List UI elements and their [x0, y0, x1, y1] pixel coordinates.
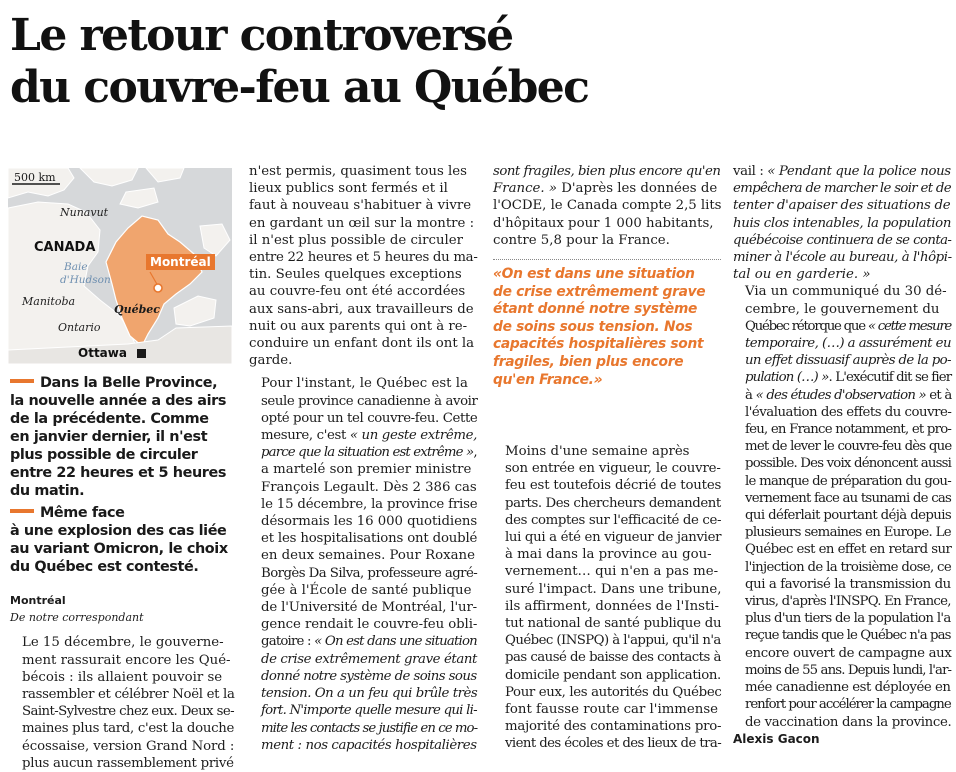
- text-line: Pour eux, les autorités du Québec: [505, 684, 722, 700]
- text-line: vernement… qui n'en a pas me-: [505, 564, 719, 580]
- map-scale: 500 km: [14, 171, 56, 184]
- map-label-montreal: Montréal: [146, 254, 215, 270]
- text-line: d'hôpitaux pour 1 000 habitants,: [493, 215, 714, 231]
- text-line: Québec rétorque que « cette mesure: [745, 318, 952, 334]
- text-line: moins de 55 ans. Depuis lundi, l'ar-: [745, 662, 952, 678]
- accent-bar: [10, 509, 34, 513]
- text-line: Moins d'une semaine après: [505, 444, 690, 459]
- text-line: François Legault. Dès 2 386 cas: [261, 479, 477, 495]
- headline: [10, 10, 950, 114]
- map-label-baie: Baie: [64, 261, 88, 273]
- text-line: gence rendait le couvre-feu obli-: [261, 617, 478, 633]
- text-line: écossaise, version Grand Nord :: [22, 738, 235, 754]
- text-line: tin. Seules quelques exceptions: [249, 267, 462, 283]
- pullquote-line: étant donné notre système: [493, 301, 698, 318]
- chapo-2-line-3: du Québec est contesté.: [10, 559, 199, 575]
- text-line: Borgès Da Silva, professeure agré-: [261, 565, 478, 581]
- text-line: encore ouvert de campagne aux: [745, 645, 952, 661]
- text-line: le manque de préparation du gou-: [745, 473, 951, 489]
- author-signature: Alexis Gacon: [733, 731, 820, 746]
- text-line: au couvre-feu ont été accordées: [249, 284, 466, 300]
- text-line: huis clos intenables, la population: [733, 215, 952, 231]
- text-line: bécois : ils allaient pouvoir se: [22, 669, 223, 685]
- text-line: pas causé de baisse des contacts à: [505, 650, 721, 666]
- text-line: nuit ou aux parents qui ont à re-: [249, 318, 468, 334]
- text-line: gatoire : « On est dans une situation: [261, 634, 477, 650]
- text-line: l'injection de la troisième dose, ce: [745, 559, 952, 575]
- text-line: en gardant un œil sur la montre :: [249, 215, 475, 231]
- chapo-2: [10, 504, 234, 576]
- text-line: tension. On a un feu qui brûle très: [261, 686, 478, 702]
- text-line: Le 15 décembre, le gouverne-: [22, 635, 224, 651]
- text-line: conduire un enfant dont ils ont la: [249, 336, 475, 352]
- text-line: contre 5,8 pour la France.: [493, 232, 670, 248]
- text-line: ils affirment, données de l'Insti-: [505, 598, 720, 614]
- pullquote-line: de soins sous tension. Nos: [493, 318, 693, 335]
- chapo-1-line-3: en janvier dernier, il n'est: [10, 429, 208, 445]
- text-line: en deux semaines. Pour Roxane: [261, 548, 475, 564]
- text-line: n'est permis, quasiment tous les: [249, 164, 467, 179]
- text-line: Via un communiqué du 30 dé-: [745, 284, 947, 300]
- text-line: majorité des contaminations pro-: [505, 719, 722, 735]
- text-line: le 15 décembre, la province frise: [261, 496, 478, 512]
- column-3: [493, 163, 721, 249]
- map-label-ontario: Ontario: [58, 321, 101, 334]
- pull-quote: [493, 266, 723, 389]
- col4-paragraph-2: [733, 283, 951, 730]
- text-line: aux sans-abri, aux travailleurs de: [249, 301, 474, 317]
- text-line: de l'Université de Montréal, l'ur-: [261, 600, 478, 616]
- chapo-2-line-0: Même face: [40, 505, 125, 521]
- text-line: renfort pour accélérer la campagne: [745, 697, 951, 713]
- text-line: Québec (INSPQ) à l'appui, qu'il n'a: [505, 633, 721, 649]
- text-line: pulation (…) ». L'exécutif dit se fier: [745, 370, 952, 386]
- text-line: a martelé son premier ministre: [261, 462, 472, 478]
- map-label-manitoba: Manitoba: [22, 295, 76, 308]
- text-line: l'OCDE, le Canada compte 2,5 lits: [493, 198, 722, 214]
- text-line: gée à l'École de santé publique: [261, 582, 472, 598]
- chapo-1-line-2: de la précédente. Comme: [10, 411, 209, 427]
- chapo-1-line-6: du matin.: [10, 483, 85, 499]
- text-line: des comptes sur l'efficacité de ce-: [505, 512, 722, 528]
- text-line: parts. Des chercheurs demandent: [505, 495, 721, 511]
- text-line: québécoise continuera de se conta-: [733, 232, 952, 248]
- text-line: entre 22 heures et 5 heures du ma-: [249, 250, 478, 266]
- pullquote-line: de crise extrêmement grave: [493, 283, 706, 300]
- map-label-hudson: d'Hudson: [60, 274, 111, 286]
- text-line: possible. Des voix dénoncent aussi: [745, 456, 952, 472]
- col1-paragraph-1: [10, 634, 234, 772]
- col3-paragraph-2: [493, 443, 721, 753]
- location-map: [8, 168, 232, 364]
- headline-line-2: du couvre-feu au Québec: [10, 62, 589, 113]
- text-line: l'évaluation des effets du couvre-: [745, 404, 952, 420]
- pullquote-line: fragiles, bien plus encore: [493, 353, 684, 370]
- col2-paragraph-2: [249, 375, 477, 753]
- text-line: faut à nouveau s'habituer à vivre: [249, 198, 472, 214]
- text-line: ment rassurait encore les Qué-: [22, 652, 231, 668]
- text-line: Pour l'instant, le Québec est la: [261, 376, 468, 392]
- text-line: ment : nos capacités hospitalières: [261, 737, 477, 753]
- text-line: fort. N'importe quelle mesure qui li-: [261, 703, 477, 719]
- text-line: plus aucun rassemblement privé: [22, 755, 234, 771]
- text-line: mée canadienne est déployée en: [745, 680, 951, 696]
- text-line: vernement face au tsunami de cas: [745, 490, 952, 506]
- map-label-ottawa: Ottawa: [78, 346, 127, 360]
- chapo-2-line-1: à une explosion des cas liée: [10, 523, 227, 539]
- text-line: seule province canadienne à avoir: [261, 393, 478, 409]
- text-line: Québec est en effet en retard sur: [745, 542, 952, 558]
- text-line: rassembler et célébrer Noël et la: [22, 687, 235, 703]
- text-line: à mai dans la province au gou-: [505, 547, 712, 563]
- column-3-continued: [493, 443, 721, 753]
- text-line: plusieurs semaines en Europe. Le: [745, 525, 951, 541]
- chapo-1-line-5: entre 22 heures et 5 heures: [10, 465, 227, 481]
- headline-line-1: Le retour controversé: [10, 10, 513, 61]
- text-line: opté pour un tel couvre-feu. Cette: [261, 410, 478, 426]
- text-line: sont fragiles, bien plus encore qu'en: [493, 164, 721, 179]
- text-line: tal ou en garderie. »: [733, 267, 871, 283]
- text-line: lieux publics sont fermés et il: [249, 181, 448, 197]
- text-line: reçue tandis que le Québec n'a pas: [745, 628, 951, 644]
- chapo-1-line-4: plus possible de circuler: [10, 447, 198, 463]
- text-line: vient des écoles et des lieux de tra-: [505, 736, 722, 752]
- text-line: qui déferlait pourtant déjà depuis: [745, 508, 952, 524]
- text-line: et les hospitalisations ont doublé: [261, 531, 478, 547]
- text-line: vail : « Pendant que la police nous: [733, 164, 951, 179]
- text-line: maines plus tard, c'est la douche: [22, 721, 235, 737]
- text-line: tut national de santé publique du: [505, 616, 722, 632]
- text-line: à « des études d'observation » et à: [745, 387, 952, 403]
- text-line: mesure, c'est « un geste extrême,: [261, 428, 478, 444]
- chapo-1: [10, 374, 234, 500]
- dateline: [10, 592, 234, 626]
- text-line: qui a favorisé la transmission du: [745, 576, 951, 592]
- text-line: un effet dissuasif auprès de la po-: [745, 353, 951, 369]
- text-line: temporaire, (…) a assurément eu: [745, 336, 951, 352]
- column-2: [249, 163, 477, 754]
- text-line: donné notre système de soins sous: [261, 668, 477, 684]
- column-4: [733, 163, 951, 748]
- text-line: feu est toutefois décrié de toutes: [505, 478, 722, 494]
- text-line: désormais les 16 000 quotidiens: [261, 514, 478, 530]
- col4-paragraph-1: [733, 163, 951, 283]
- chapo-2-line-2: au variant Omicron, le choix: [10, 541, 228, 557]
- pullquote-line: «On est dans une situation: [493, 266, 695, 282]
- text-line: France. » D'après les données de: [493, 181, 718, 197]
- pullquote-rule: [493, 259, 721, 260]
- text-line: font fausse route car l'immense: [505, 702, 719, 718]
- map-label-quebec: Québec: [114, 303, 160, 316]
- text-line: empêchera de marcher le soir et de: [733, 181, 951, 197]
- text-line: de vaccination dans la province.: [745, 714, 952, 730]
- chapo-1-line-0: Dans la Belle Province,: [40, 375, 218, 391]
- text-line: cembre, le gouvernement du: [745, 301, 940, 317]
- pullquote-line: qu'en France.»: [493, 371, 603, 388]
- column-1: [10, 374, 234, 772]
- text-line: tenter d'apaiser des situations de: [733, 198, 951, 214]
- text-line: lui qui a été en vigueur de janvier: [505, 530, 722, 546]
- text-line: plus d'un tiers de la population l'a: [745, 611, 951, 627]
- accent-bar: [10, 379, 34, 383]
- col3-paragraph-1: [493, 163, 721, 249]
- dateline-by: De notre correspondant: [10, 611, 144, 625]
- map-label-nunavut: Nunavut: [60, 206, 109, 219]
- chapo-1-line-1: la nouvelle année a des airs: [10, 393, 227, 409]
- text-line: parce que la situation est extrême »,: [261, 445, 477, 461]
- pullquote-line: capacités hospitalières sont: [493, 336, 704, 353]
- text-line: domicile pendant son application.: [505, 667, 721, 683]
- text-line: virus, d'après l'INSPQ. En France,: [745, 594, 951, 610]
- text-line: Saint-Sylvestre chez eux. Deux se-: [22, 704, 235, 720]
- col2-paragraph-1: [249, 163, 477, 369]
- text-line: de crise extrêmement grave étant: [261, 651, 477, 667]
- text-line: suré l'impact. Dans une tribune,: [505, 581, 722, 597]
- text-line: garde.: [249, 353, 293, 369]
- map-label-canada: CANADA: [34, 240, 96, 255]
- text-line: met de lever le couvre-feu dès que: [745, 439, 952, 455]
- text-line: miner à l'école au bureau, à l'hôpi-: [733, 250, 952, 266]
- text-line: feu, en France notamment, et pro-: [745, 422, 952, 438]
- text-line: il n'est plus possible de circuler: [249, 232, 464, 248]
- text-line: mite les contacts se justifie en ce mo-: [261, 720, 478, 736]
- dateline-place: Montréal: [10, 594, 66, 607]
- text-line: son entrée en vigueur, le couvre-: [505, 461, 721, 477]
